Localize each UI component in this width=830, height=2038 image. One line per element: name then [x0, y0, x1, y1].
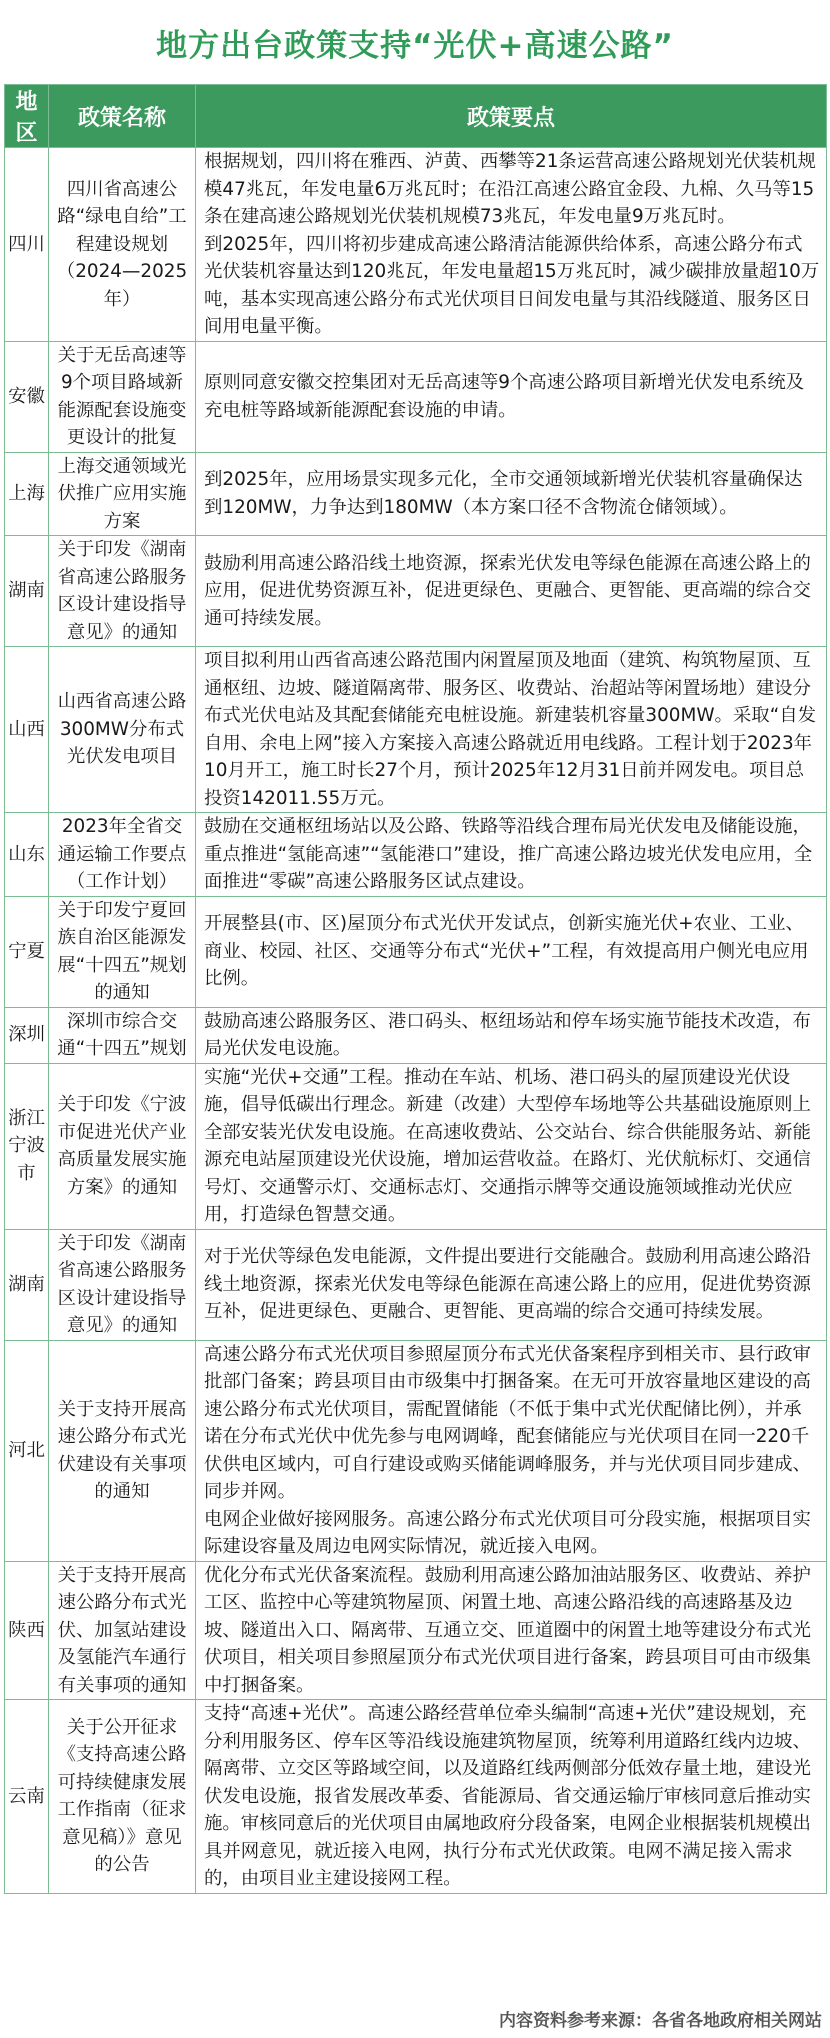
region-cell: 河北 [5, 1340, 49, 1561]
region-cell: 陕西 [5, 1561, 49, 1700]
header-policy-points: 政策要点 [196, 85, 827, 148]
table-row [5, 1340, 827, 1561]
table-row [5, 1700, 827, 1894]
table-row [5, 1561, 827, 1700]
region-cell: 湖南 [5, 536, 49, 647]
policy-name-cell: 关于印发《湖南省高速公路服务区设计建设指导意见》的通知 [49, 536, 196, 647]
table-row [5, 148, 827, 342]
table-row [5, 647, 827, 813]
policy-name-cell: 深圳市综合交通“十四五”规划 [49, 1007, 196, 1063]
policy-points-cell: 高速公路分布式光伏项目参照屋顶分布式光伏备案程序到相关市、县行政审批部门备案；跨县项目由市级集中打捆备案。在无可开放容量地区建设的高速公路分布式光伏项目，需配置储能（不低于集中式光伏配储比例），并承诺在分布式光伏中优先参与电网调峰，配套储能应与光伏项目在同一220千伏供电区域内，可自行建设或购买储能调峰服务，并与光伏项目同步建成、同步并网。 电网企业做好接网服务。高速公路分布式光伏项目可分段实施，根据项目实际建设容量及周边电网实际情况，就近接入电网。 [196, 1340, 827, 1561]
policy-name-cell: 关于印发《湖南省高速公路服务区设计建设指导意见》的通知 [49, 1229, 196, 1340]
policy-name-cell: 关于支持开展高速公路分布式光伏建设有关事项的通知 [49, 1340, 196, 1561]
table-row [5, 1063, 827, 1229]
policy-points-cell: 对于光伏等绿色发电能源，文件提出要进行交能融合。鼓励利用高速公路沿线土地资源，探索光伏发电等绿色能源在高速公路上的应用，促进优势资源互补，促进更绿色、更融合、更智能、更高端的综合交通可持续发展。 [196, 1229, 827, 1340]
region-cell: 湖南 [5, 1229, 49, 1340]
table-row [5, 452, 827, 536]
table-row [5, 341, 827, 452]
header-policy-name: 政策名称 [49, 85, 196, 148]
policy-name-cell: 2023年全省交通运输工作要点（工作计划） [49, 813, 196, 897]
policy-name-cell: 关于公开征求《支持高速公路可持续健康发展工作指南（征求意见稿）》意见的公告 [49, 1700, 196, 1894]
table-row [5, 896, 827, 1007]
region-cell: 上海 [5, 452, 49, 536]
region-cell: 云南 [5, 1700, 49, 1894]
region-cell: 四川 [5, 148, 49, 342]
region-cell: 深圳 [5, 1007, 49, 1063]
policy-points-cell: 鼓励高速公路服务区、港口码头、枢纽场站和停车场实施节能技术改造，布局光伏发电设施。 [196, 1007, 827, 1063]
policy-name-cell: 关于印发宁夏回族自治区能源发展“十四五”规划的通知 [49, 896, 196, 1007]
policy-name-cell: 关于印发《宁波市促进光伏产业高质量发展实施方案》的通知 [49, 1063, 196, 1229]
table-header-row [5, 85, 827, 148]
policy-name-cell: 关于支持开展高速公路分布式光伏、加氢站建设及氢能汽车通行有关事项的通知 [49, 1561, 196, 1700]
region-cell: 宁夏 [5, 896, 49, 1007]
region-cell: 安徽 [5, 341, 49, 452]
region-cell: 山东 [5, 813, 49, 897]
policy-name-cell: 四川省高速公路“绿电自给”工程建设规划（2024—2025年） [49, 148, 196, 342]
policy-points-cell: 鼓励利用高速公路沿线土地资源，探索光伏发电等绿色能源在高速公路上的应用，促进优势资源互补，促进更绿色、更融合、更智能、更高端的综合交通可持续发展。 [196, 536, 827, 647]
policy-points-cell: 到2025年，应用场景实现多元化，全市交通领域新增光伏装机容量确保达到120MW，力争达到180MW（本方案口径不含物流仓储领域）。 [196, 452, 827, 536]
table-row [5, 536, 827, 647]
source-note: 内容资料参考来源：各省各地政府相关网站 [499, 2010, 822, 2031]
policy-name-cell: 山西省高速公路300MW分布式光伏发电项目 [49, 647, 196, 813]
page-title: 地方出台政策支持“光伏+高速公路” [156, 27, 674, 64]
policy-table [4, 84, 827, 1894]
table-row [5, 1229, 827, 1340]
policy-points-cell: 原则同意安徽交控集团对无岳高速等9个高速公路项目新增光伏发电系统及充电桩等路域新能源配套设施的申请。 [196, 341, 827, 452]
policy-points-cell: 优化分布式光伏备案流程。鼓励利用高速公路加油站服务区、收费站、养护工区、监控中心等建筑物屋顶、闲置土地、高速公路沿线的高速路基及边坡、隧道出入口、隔离带、互通立交、匝道圈中的闲置土地等建设分布式光伏项目，相关项目参照屋顶分布式光伏项目进行备案，跨县项目可由市级集中打捆备案。 [196, 1561, 827, 1700]
policy-points-cell: 开展整县(市、区)屋顶分布式光伏开发试点，创新实施光伏+农业、工业、商业、校园、社区、交通等分布式“光伏+”工程，有效提高用户侧光电应用比例。 [196, 896, 827, 1007]
policy-name-cell: 关于无岳高速等9个项目路域新能源配套设施变更设计的批复 [49, 341, 196, 452]
table-row [5, 1007, 827, 1063]
policy-points-cell: 鼓励在交通枢纽场站以及公路、铁路等沿线合理布局光伏发电及储能设施，重点推进“氢能高速”“氢能港口”建设，推广高速公路边坡光伏发电应用，全面推进“零碳”高速公路服务区试点建设。 [196, 813, 827, 897]
table-row [5, 813, 827, 897]
policy-points-cell: 根据规划，四川将在雅西、泸黄、西攀等21条运营高速公路规划光伏装机规模47兆瓦，年发电量6万兆瓦时；在沿江高速公路宜金段、九棉、久马等15条在建高速公路规划光伏装机规模73兆瓦，年发电量9万兆瓦时。 到2025年，四川将初步建成高速公路清洁能源供给体系，高速公路分布式光伏装机容量达到120兆瓦，年发电量超15万兆瓦时，减少碳排放量超10万吨，基本实现高速公路分布式光伏项目日间发电量与其沿线隧道、服务区日间用电量平衡。 [196, 148, 827, 342]
policy-points-cell: 支持“高速+光伏”。高速公路经营单位牵头编制“高速+光伏”建设规划，充分利用服务区、停车区等沿线设施建筑物屋顶，统筹利用道路红线内边坡、隔离带、立交区等路域空间，以及道路红线两侧部分低效存量土地，建设光伏发电设施，报省发展改革委、省能源局、省交通运输厅审核同意后推动实施。审核同意后的光伏项目由属地政府分段备案，电网企业根据装机规模出具并网意见，就近接入电网，执行分布式光伏政策。电网不满足接入需求的，由项目业主建设接网工程。 [196, 1700, 827, 1894]
policy-points-cell: 实施“光伏+交通”工程。推动在车站、机场、港口码头的屋顶建设光伏设施，倡导低碳出行理念。新建（改建）大型停车场地等公共基础设施原则上全部安装光伏发电设施。在高速收费站、公交站台、综合供能服务站、新能源充电站屋顶建设光伏设施，增加运营收益。在路灯、光伏航标灯、交通信号灯、交通警示灯、交通标志灯、交通指示牌等交通设施领域推动光伏应用，打造绿色智慧交通。 [196, 1063, 827, 1229]
policy-name-cell: 上海交通领域光伏推广应用实施方案 [49, 452, 196, 536]
region-cell: 浙江宁波市 [5, 1063, 49, 1229]
region-cell: 山西 [5, 647, 49, 813]
header-region: 地区 [5, 85, 49, 148]
policy-points-cell: 项目拟利用山西省高速公路范围内闲置屋顶及地面（建筑、构筑物屋顶、互通枢纽、边坡、隧道隔离带、服务区、收费站、治超站等闲置场地）建设分布式光伏电站及其配套储能充电桩设施。新建装机容量300MW。采取“自发自用、余电上网”接入方案接入高速公路就近用电线路。工程计划于2023年10月开工，施工时长27个月，预计2025年12月31日前并网发电。项目总投资142011.55万元。 [196, 647, 827, 813]
